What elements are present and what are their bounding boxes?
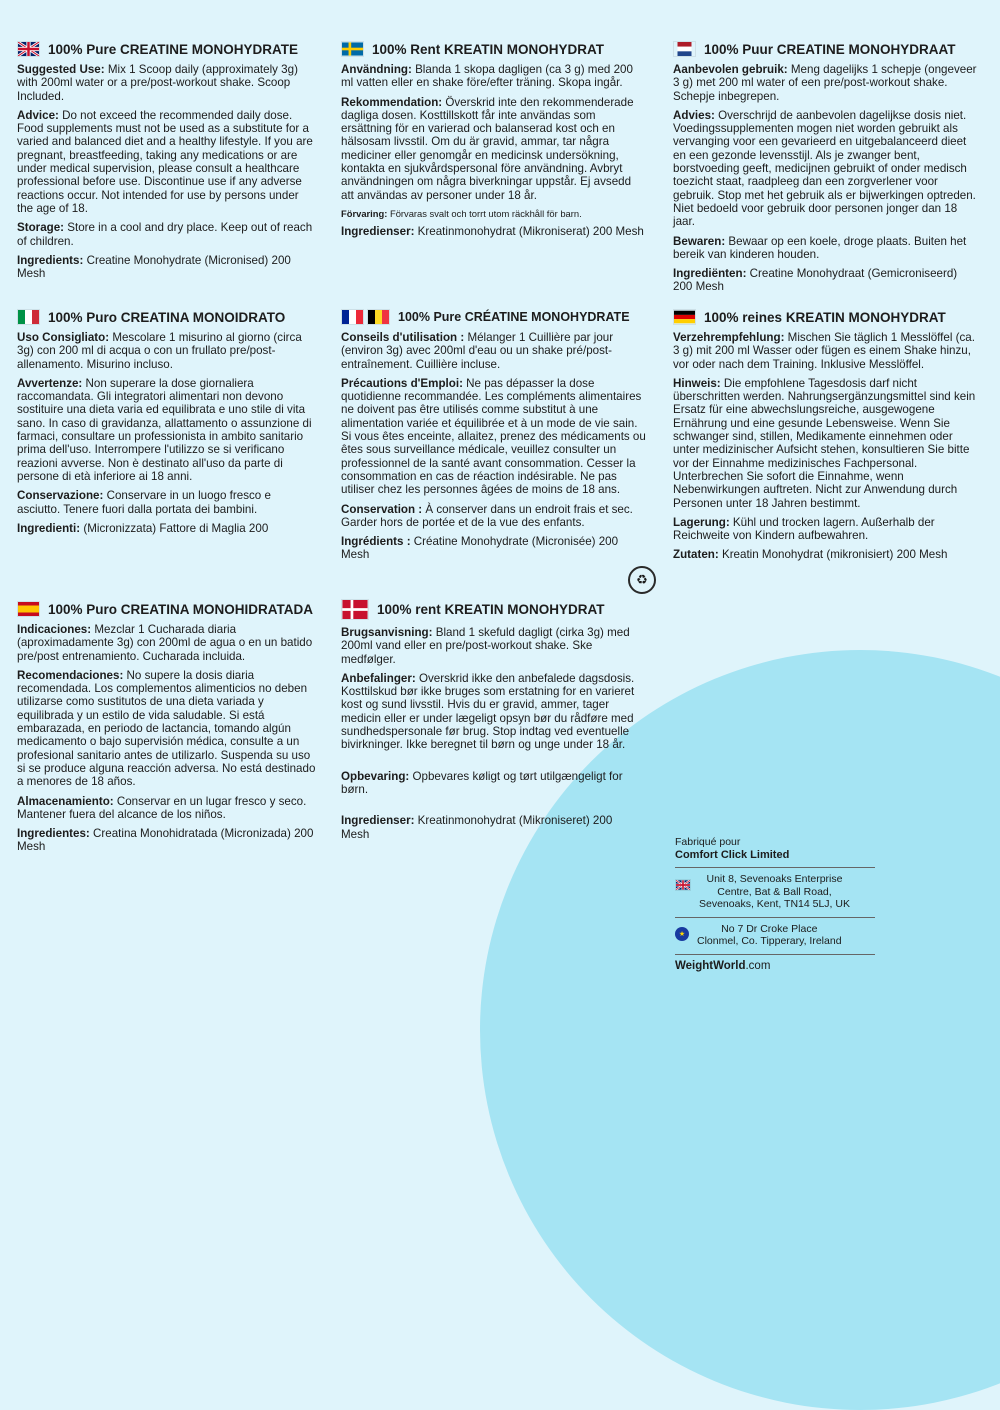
ireland-address <box>675 917 875 948</box>
title-prefix: 100% Pure <box>398 310 465 324</box>
manufacturer-info <box>675 836 875 972</box>
usage-paragraph: Verzehrempfehlung: Mischen Sie täglich 1 Messlöffel (ca. 3 g) mit 200 ml Wasser oder fügen es einem Shake hinzu, vor oder nach dem Training. Inklusive Messlöffel. <box>673 331 975 371</box>
title-product: CREATINE MONOHYDRAAT <box>776 41 956 57</box>
storage-paragraph: Conservation : À conserver dans un endroit frais et sec. Garder hors de portée et de la vue des enfants. <box>341 502 633 529</box>
advice-paragraph: Recomendaciones: No supere la dosis diaria recomendada. Los complementos alimenticios no deben utilizarse como sustitutos de una dieta variada y equilibrada y un estilo de vida saludable. Si está embarazada, en periodo de lactancia, tomando algún medicamento o bajo supervisión médica, consulte a un profesional sanitario antes de utilizarlo. Suspenda su uso si se produce alguna reacción adversa. No está destinado a menores de 18 años. <box>17 668 316 789</box>
address-line: Clonmel, Co. Tipperary, Ireland <box>697 935 842 947</box>
advice-paragraph: Hinweis: Die empfohlene Tagesdosis darf nicht überschritten werden. Nahrungsergänzungsmittel sind kein Ersatz für eine abwechslungsreiche, ausgewogene Ernährung und eine gesunde Lebensweise. Wenn Sie schwanger sind, stillen, Medikamente einnehmen oder unter medizinischer Aufsicht stehen, konsultieren Sie bitte vor der Einnahme medizinisches Fachpersonal. Unterbrechen Sie sofort die Einnahme, wenn Nebenwirkungen auftreten. Nicht zur Anwendung durch Personen unter 18 Jahren bestimmt. <box>673 376 976 510</box>
usage-paragraph: Uso Consigliato: Mescolare 1 misurino al giorno (circa 3g) con 200 ml di acqua o con un frullato pre/post-allenamento. Misurino incluso. <box>17 331 302 371</box>
storage-paragraph: Almacenamiento: Conservar en un lugar fresco y seco. Mantener fuera del alcance de los niños. <box>17 794 307 821</box>
storage-paragraph: Storage: Store in a cool and dry place. Keep out of reach of children. <box>17 221 313 248</box>
sweden-flag-icon <box>341 41 364 57</box>
section-dutch <box>673 41 978 300</box>
uk-flag-icon <box>17 41 40 57</box>
section-spanish <box>17 601 317 860</box>
ingredients-paragraph: Ingredientes: Creatina Monohidratada (Micronizada) 200 Mesh <box>17 827 314 854</box>
usage-paragraph: Brugsanvisning: Bland 1 skefuld dagligt (cirka 3g) med 200ml vand eller en pre/post-workout shake. Ske medfølger. <box>341 626 630 666</box>
advice-paragraph: Rekommendation: Överskrid inte den rekommenderade dagliga dosen. Kosttillskott får inte användas som ersättning för en varierad och balanserad kost och en hälsosam livsstil. Om du är gravid, ammar, tar några mediciner eller genomgår en medicinsk undersökning, kontakta en sjukvårdspersonal före användning. Avbryt användningen om några biverkningar uppstår. Ej avsedd att användas av personer under 18 år. <box>341 95 634 202</box>
section-title <box>341 309 646 325</box>
storage-paragraph: Opbevaring: Opbevares køligt og tørt utilgængeligt for børn. <box>341 769 623 796</box>
ingredients-paragraph: Ingredienser: Kreatinmonohydrat (Mikroniserat) 200 Mesh <box>341 224 644 238</box>
storage-paragraph: Bewaren: Bewaar op een koele, droge plaats. Buiten het bereik van kinderen houden. <box>673 234 967 261</box>
section-french <box>341 309 646 568</box>
section-title <box>17 309 317 325</box>
title-product: CREATINA MONOHIDRATADA <box>120 601 314 617</box>
title-product: CREATINE MONOHYDRATE <box>120 41 299 57</box>
advice-paragraph: Advies: Overschrijd de aanbevolen dagelijkse dosis niet. Voedingssupplementen mogen niet worden gebruikt als vervanging voor een gevarieerd en uitgebalanceerd dieet en een gezonde levensstijl. Als je zwanger bent, borstvoeding geeft, medicijnen gebruikt of onder medisch toezicht staat, raadpleeg dan een zorgverlener voor gebruik. Stop met het gebruik als er bijwerkingen optreden. Niet bedoeld voor gebruik door personen jonger dan 18 jaar. <box>673 108 976 229</box>
section-english <box>17 41 317 286</box>
title-product: CRÉATINE MONOHYDRATE <box>464 310 630 324</box>
section-german <box>673 309 978 568</box>
italy-flag-icon <box>17 309 40 325</box>
ingredients-paragraph: Ingredienti: (Micronizzata) Fattore di Maglia 200 <box>17 521 269 535</box>
website: WeightWorld.com <box>675 954 875 972</box>
address-line: Sevenoaks, Kent, TN14 5LJ, UK <box>699 898 850 910</box>
france-flag-icon <box>341 309 364 325</box>
storage-paragraph: Conservazione: Conservare in un luogo fresco e asciutto. Tenere fuori dalla portata dei bambini. <box>17 489 271 516</box>
uk-flag-icon <box>675 879 691 891</box>
title-prefix: 100% reines <box>704 309 786 325</box>
storage-paragraph: Förvaring: Förvaras svalt och torrt utom räckhåll för barn. <box>341 207 582 219</box>
usage-paragraph: Conseils d'utilisation : Mélanger 1 Cuillière par jour (environ 3g) avec 200ml d'eau ou un shake pré/post-entraînement. Cuillière incluse. <box>341 331 614 371</box>
company-name: Comfort Click Limited <box>675 849 790 861</box>
storage-paragraph: Lagerung: Kühl und trocken lagern. Außerhalb der Reichweite von Kindern aufbewahren. <box>673 515 935 543</box>
title-prefix: 100% Puro <box>48 309 121 325</box>
ingredients-paragraph: Ingredients: Creatine Monohydrate (Micronised) 200 Mesh <box>17 253 291 281</box>
section-title <box>673 309 978 325</box>
title-prefix: 100% Puur <box>704 41 777 57</box>
section-title <box>673 41 978 57</box>
spain-flag-icon <box>17 601 40 617</box>
address-line: Centre, Bat & Ball Road, <box>717 885 832 898</box>
title-product: KREATIN MONOHYDRAT <box>444 602 605 617</box>
uk-address <box>675 867 875 911</box>
denmark-flag-icon <box>341 599 369 620</box>
address-line: Unit 8, Sevenoaks Enterprise <box>706 873 843 885</box>
section-swedish <box>341 41 646 244</box>
belgium-flag-icon <box>367 309 390 325</box>
ingredients-paragraph: Ingrédients : Créatine Monohydrate (Micronisée) 200 Mesh <box>341 535 619 562</box>
title-prefix: 100% Pure <box>48 41 121 57</box>
title-product: KREATIN MONOHYDRAT <box>785 309 946 325</box>
advice-paragraph: Advice: Do not exceed the recommended daily dose. Food supplements must not be used as a substitute for a varied and balanced diet and a healthy lifestyle. If you are pregnant, breastfeeding, taking any medications or are under medical supervision, please consult a healthcare professional before use. Discontinue use if any adverse reactions occur. Not intended for use by persons under the age of 18. <box>17 108 313 215</box>
ingredients-paragraph: Ingredienser: Kreatinmonohydrat (Mikroniseret) 200 Mesh <box>341 814 613 841</box>
section-title <box>341 599 641 620</box>
ingredients-paragraph: Zutaten: Kreatin Monohydrat (mikronisiert) 200 Mesh <box>673 548 948 562</box>
recycle-icon: ♻ <box>628 566 656 594</box>
section-title <box>17 41 317 57</box>
advice-paragraph: Précautions d'Emploi: Ne pas dépasser la dose quotidienne recommandée. Les compléments alimentaires ne doivent pas être utilisés comme substitut à une alimentation variée et équilibrée et à un mode de vie sain. Si vous êtes enceinte, allaitez, prenez des médicaments ou êtes sous surveillance médicale, veuillez consulter un professionnel de la santé avant consommation. Cesser la consommation en cas de réaction indésirable. Ne pas utiliser chez les personnes âgées de moins de 18 ans. <box>341 376 646 497</box>
advice-paragraph: Anbefalinger: Overskrid ikke den anbefalede dagsdosis. Kosttilskud bør ikke bruges som erstatning for en varieret kost og sund livsstil. Hvis du er gravid, ammer, tager medicin eller er under lægeligt opsyn bør du rådføre med sundhedspersonale før brug. Stop indtag ved eventuelle bivirkninger. Ikke beregnet til børn og unge under 18 år. <box>341 671 635 752</box>
section-danish <box>341 599 641 847</box>
section-title <box>341 41 646 57</box>
advice-paragraph: Avvertenze: Non superare la dose giornaliera raccomandata. Gli integratori alimentari non devono sostituire una dieta varia ed equilibrata e uno stile di vita sano. In caso di gravidanza, allattamento o assunzione di farmaci, consultare un professionista in ambito sanitario prima dell'uso. Interrompere l'utilizzo se si verificano reazioni avverse. Non è destinato all'uso da parte di persone di età inferiore ai 18 anni. <box>17 376 312 483</box>
title-prefix: 100% rent <box>377 602 445 617</box>
title-product: KREATIN MONOHYDRAT <box>444 41 605 57</box>
section-title <box>17 601 317 617</box>
title-prefix: 100% Rent <box>372 41 445 57</box>
address-line: No 7 Dr Croke Place <box>721 922 818 935</box>
usage-paragraph: Indicaciones: Mezclar 1 Cucharada diaria (aproximadamente 3g) con 200ml de agua o en un batido pre/post entrenamiento. Cucharada incluida. <box>17 623 313 663</box>
section-italian <box>17 309 317 541</box>
made-for-label: Fabriqué pour <box>675 836 741 848</box>
germany-flag-icon <box>673 309 696 325</box>
eu-flag-icon: ★ <box>675 927 689 941</box>
usage-paragraph: Användning: Blanda 1 skopa dagligen (ca 3 g) med 200 ml vatten eller en shake före/efter träning. Skopa ingår. <box>341 63 633 90</box>
title-product: CREATINA MONOIDRATO <box>120 309 286 325</box>
usage-paragraph: Suggested Use: Mix 1 Scoop daily (approximately 3g) with 200ml water or a pre/post-workout shake. Scoop Included. <box>17 63 298 103</box>
usage-paragraph: Aanbevolen gebruik: Meng dagelijks 1 schepje (ongeveer 3 g) met 200 ml water of een pre/post-workout shake. Schepje inbegrepen. <box>673 63 977 103</box>
ingredients-paragraph: Ingrediënten: Creatine Monohydraat (Gemicroniseerd) 200 Mesh <box>673 267 958 294</box>
netherlands-flag-icon <box>673 41 696 57</box>
title-prefix: 100% Puro <box>48 601 121 617</box>
